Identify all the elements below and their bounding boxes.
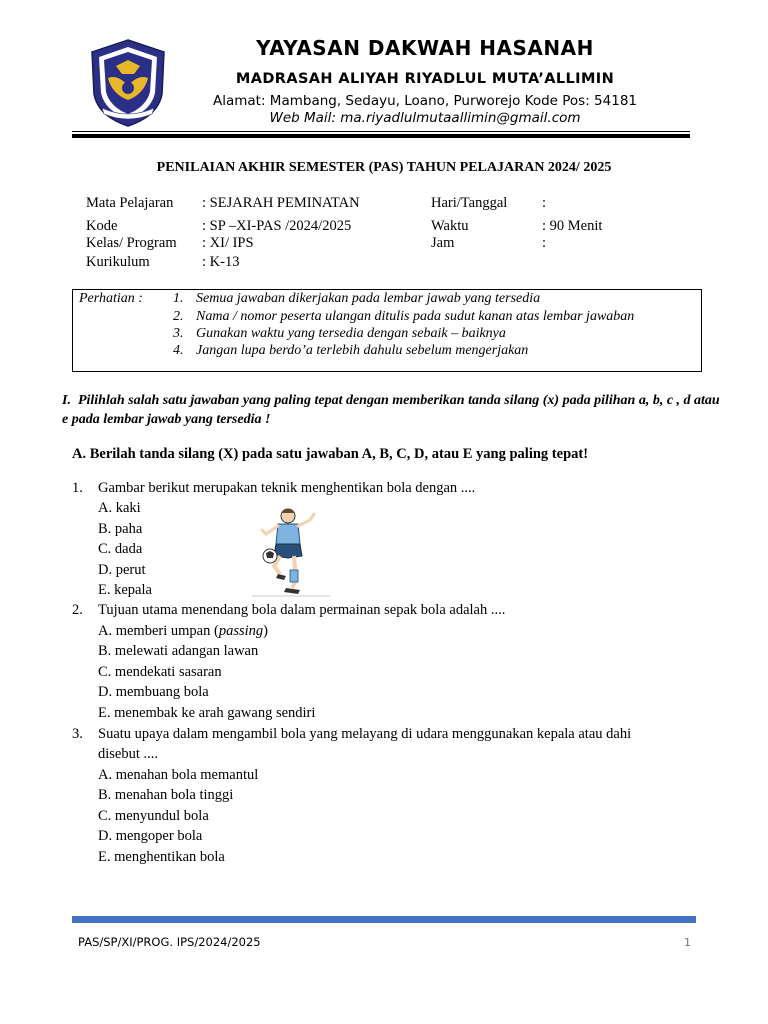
option: D. mengoper bola	[98, 828, 203, 844]
option: A. memberi umpan (passing)	[98, 623, 268, 639]
info-value-class: : XI/ IPS	[202, 235, 254, 251]
notice-item: 3. Gunakan waktu yang tersedia dengan sebaik – baiknya	[173, 326, 506, 341]
school-address: Alamat: Mambang, Sedayu, Loano, Purworejo Kode Pos: 54181	[212, 93, 637, 109]
info-label-code: Kode	[86, 218, 118, 234]
footer-bar	[72, 916, 696, 923]
footer-code: PAS/SP/XI/PROG. IPS/2024/2025	[78, 935, 261, 949]
section-instruction: I. Pilihlah salah satu jawaban yang paling tepat dengan memberikan tanda silang (x) pada pilihan a, b, c , d atau e pada lembar jawab yang tersedia !	[62, 393, 720, 427]
option: B. melewati adangan lawan	[98, 643, 259, 659]
info-value-date: :	[542, 195, 547, 211]
info-value-subject: : SEJARAH PEMINATAN	[202, 195, 360, 211]
foundation-name: YAYASAN DAKWAH HASANAH	[256, 36, 594, 60]
info-value-time: : 90 Menit	[542, 218, 603, 234]
info-label-date: Hari/Tanggal	[431, 195, 508, 211]
info-label-subject: Mata Pelajaran	[86, 195, 174, 211]
question-text: Gambar berikut merupakan teknik menghentikan bola dengan ....	[98, 480, 476, 496]
question-number: 1.	[72, 480, 83, 496]
notice-item: 4. Jangan lupa berdo’a terlebih dahulu sebelum mengerjakan	[173, 343, 529, 358]
option: B. paha	[98, 521, 143, 537]
info-label-curriculum: Kurikulum	[86, 254, 150, 270]
option: D. membuang bola	[98, 684, 209, 700]
info-label-time: Waktu	[431, 218, 469, 234]
notice-item: 1. Semua jawaban dikerjakan pada lembar jawab yang tersedia	[173, 291, 541, 306]
notice-box	[72, 289, 702, 372]
option: C. dada	[98, 541, 143, 557]
question-text: Suatu upaya dalam mengambil bola yang melayang di udara menggunakan kepala atau dahi	[98, 726, 632, 742]
notice-item: 2. Nama / nomor peserta ulangan ditulis pada sudut kanan atas lembar jawaban	[173, 309, 635, 324]
question-text: Tujuan utama menendang bola dalam permainan sepak bola adalah ....	[98, 602, 506, 618]
section-a-instruction: A. Berilah tanda silang (X) pada satu jawaban A, B, C, D, atau E yang paling tepat!	[72, 446, 589, 462]
option: D. perut	[98, 562, 146, 578]
option: A. menahan bola memantul	[98, 767, 259, 783]
exam-title: PENILAIAN AKHIR SEMESTER (PAS) TAHUN PELAJARAN 2024/ 2025	[156, 160, 612, 175]
notice-label: Perhatian :	[79, 291, 143, 306]
option: C. mendekati sasaran	[98, 664, 222, 680]
info-label-hour: Jam	[431, 235, 455, 251]
info-label-class: Kelas/ Program	[86, 235, 177, 251]
page-number: 1	[684, 936, 691, 949]
football-player-illustration	[252, 504, 330, 600]
school-logo	[88, 38, 168, 128]
header-divider-thick	[72, 134, 690, 138]
question-number: 3.	[72, 726, 83, 742]
question-number: 2.	[72, 602, 83, 618]
info-value-code: : SP –XI-PAS /2024/2025	[202, 218, 352, 234]
info-value-hour: :	[542, 235, 547, 251]
school-name: MADRASAH ALIYAH RIYADLUL MUTA’ALLIMIN	[235, 71, 615, 87]
option: E. kepala	[98, 582, 152, 598]
option: E. menembak ke arah gawang sendiri	[98, 705, 316, 721]
info-value-curriculum: : K-13	[202, 254, 240, 270]
school-webmail: Web Mail: ma.riyadlulmutaallimin@gmail.com	[269, 110, 581, 126]
question-text-continued: disebut ....	[98, 746, 159, 762]
option: C. menyundul bola	[98, 808, 209, 824]
option: E. menghentikan bola	[98, 849, 225, 865]
option: B. menahan bola tinggi	[98, 787, 234, 803]
header-divider-thin	[72, 131, 690, 132]
option: A. kaki	[98, 500, 141, 516]
